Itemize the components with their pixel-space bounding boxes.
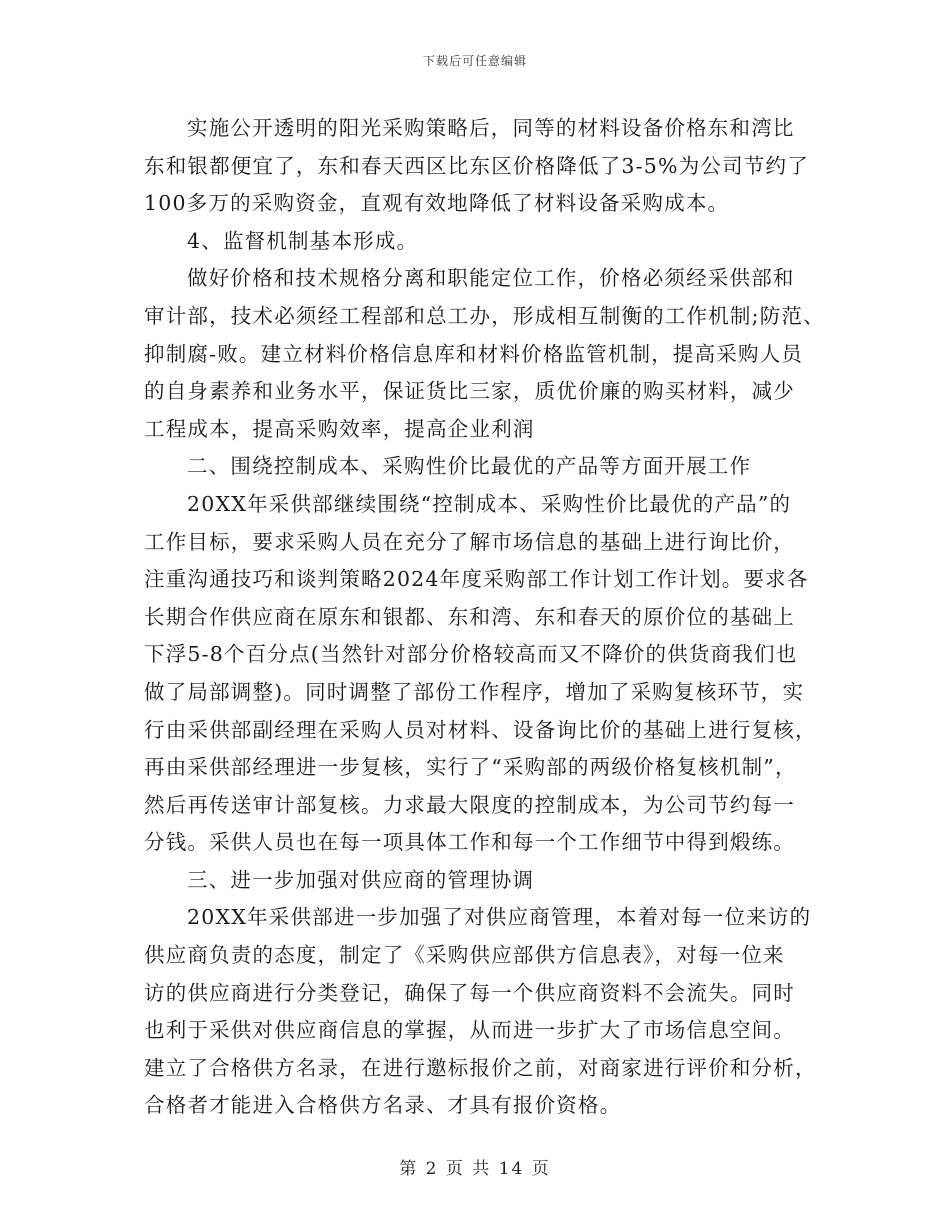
text-line: 建立了合格供方名录，在进行邀标报价之前，对商家进行评价和分析，	[144, 1055, 817, 1080]
text-line: 二、围绕控制成本、采购性价比最优的产品等方面开展工作	[187, 454, 752, 479]
text-line: 分钱。采供人员也在每一项具体工作和每一个工作细节中得到煅练。	[144, 830, 795, 855]
text-line: 100多万的采购资金，直观有效地降低了材料设备采购成本。	[144, 191, 730, 216]
page-header-note: 下载后可任意编辑	[422, 54, 527, 68]
text-line: 合格者才能进入合格供方名录、才具有报价资格。	[144, 1093, 622, 1118]
document-body	[144, 110, 825, 1125]
text-line: 做好价格和技术规格分离和职能定位工作，价格必须经采供部和	[187, 266, 795, 291]
text-line: 供应商负责的态度，制定了《采购供应部供方信息表》，对每一位来	[144, 943, 785, 968]
text-line: 下浮5-8个百分点(当然针对部分价格较高而又不降价的供货商我们也	[144, 642, 798, 667]
text-line: 20XX年采供部进一步加强了对供应商管理，本着对每一位来访的	[187, 905, 812, 930]
text-line: 行由采供部副经理在采购人员对材料、设备询比价的基础上进行复核，	[144, 717, 817, 742]
page-number: 第 2 页 共 14 页	[399, 1159, 551, 1179]
text-line: 工程成本，提高采购效率，提高企业利润	[144, 416, 535, 441]
text-line: 再由采供部经理进一步复核，实行了“采购部的两级价格复核机制”，	[144, 755, 797, 780]
text-line: 然后再传送审计部复核。力求最大限度的控制成本，为公司节约每一	[144, 792, 795, 817]
text-line: 做了局部调整)。同时调整了部份工作程序，增加了采购复核环节，实	[144, 679, 805, 704]
text-line: 4、监督机制基本形成。	[187, 228, 419, 253]
text-line: 注重沟通技巧和谈判策略2024年度采购部工作计划工作计划。要求各	[144, 567, 809, 592]
text-line: 三、进一步加强对供应商的管理协调	[187, 867, 535, 892]
text-line: 20XX年采供部继续围绕“控制成本、采购性价比最优的产品”的	[187, 491, 792, 516]
text-line: 访的供应商进行分类登记，确保了每一个供应商资料不会流失。同时	[144, 980, 795, 1005]
text-line: 东和银都便宜了，东和春天西区比东区价格降低了3-5%为公司节约了	[144, 153, 809, 178]
text-line: 长期合作供应商在原东和银都、东和湾、东和春天的原价位的基础上	[144, 604, 795, 629]
text-line: 抑制腐-败。建立材料价格信息库和材料价格监管机制，提高采购人员	[144, 341, 804, 366]
text-line: 也利于采供对供应商信息的掌握，从而进一步扩大了市场信息空间。	[144, 1018, 795, 1043]
text-line: 工作目标，要求采购人员在充分了解市场信息的基础上进行询比价，	[144, 529, 795, 554]
text-line: 的自身素养和业务水平，保证货比三家，质优价廉的购买材料，减少	[144, 379, 795, 404]
text-line: 实施公开透明的阳光采购策略后，同等的材料设备价格东和湾比	[187, 116, 795, 140]
text-line: 审计部，技术必须经工程部和总工办，形成相互制衡的工作机制;防范、	[144, 303, 825, 328]
